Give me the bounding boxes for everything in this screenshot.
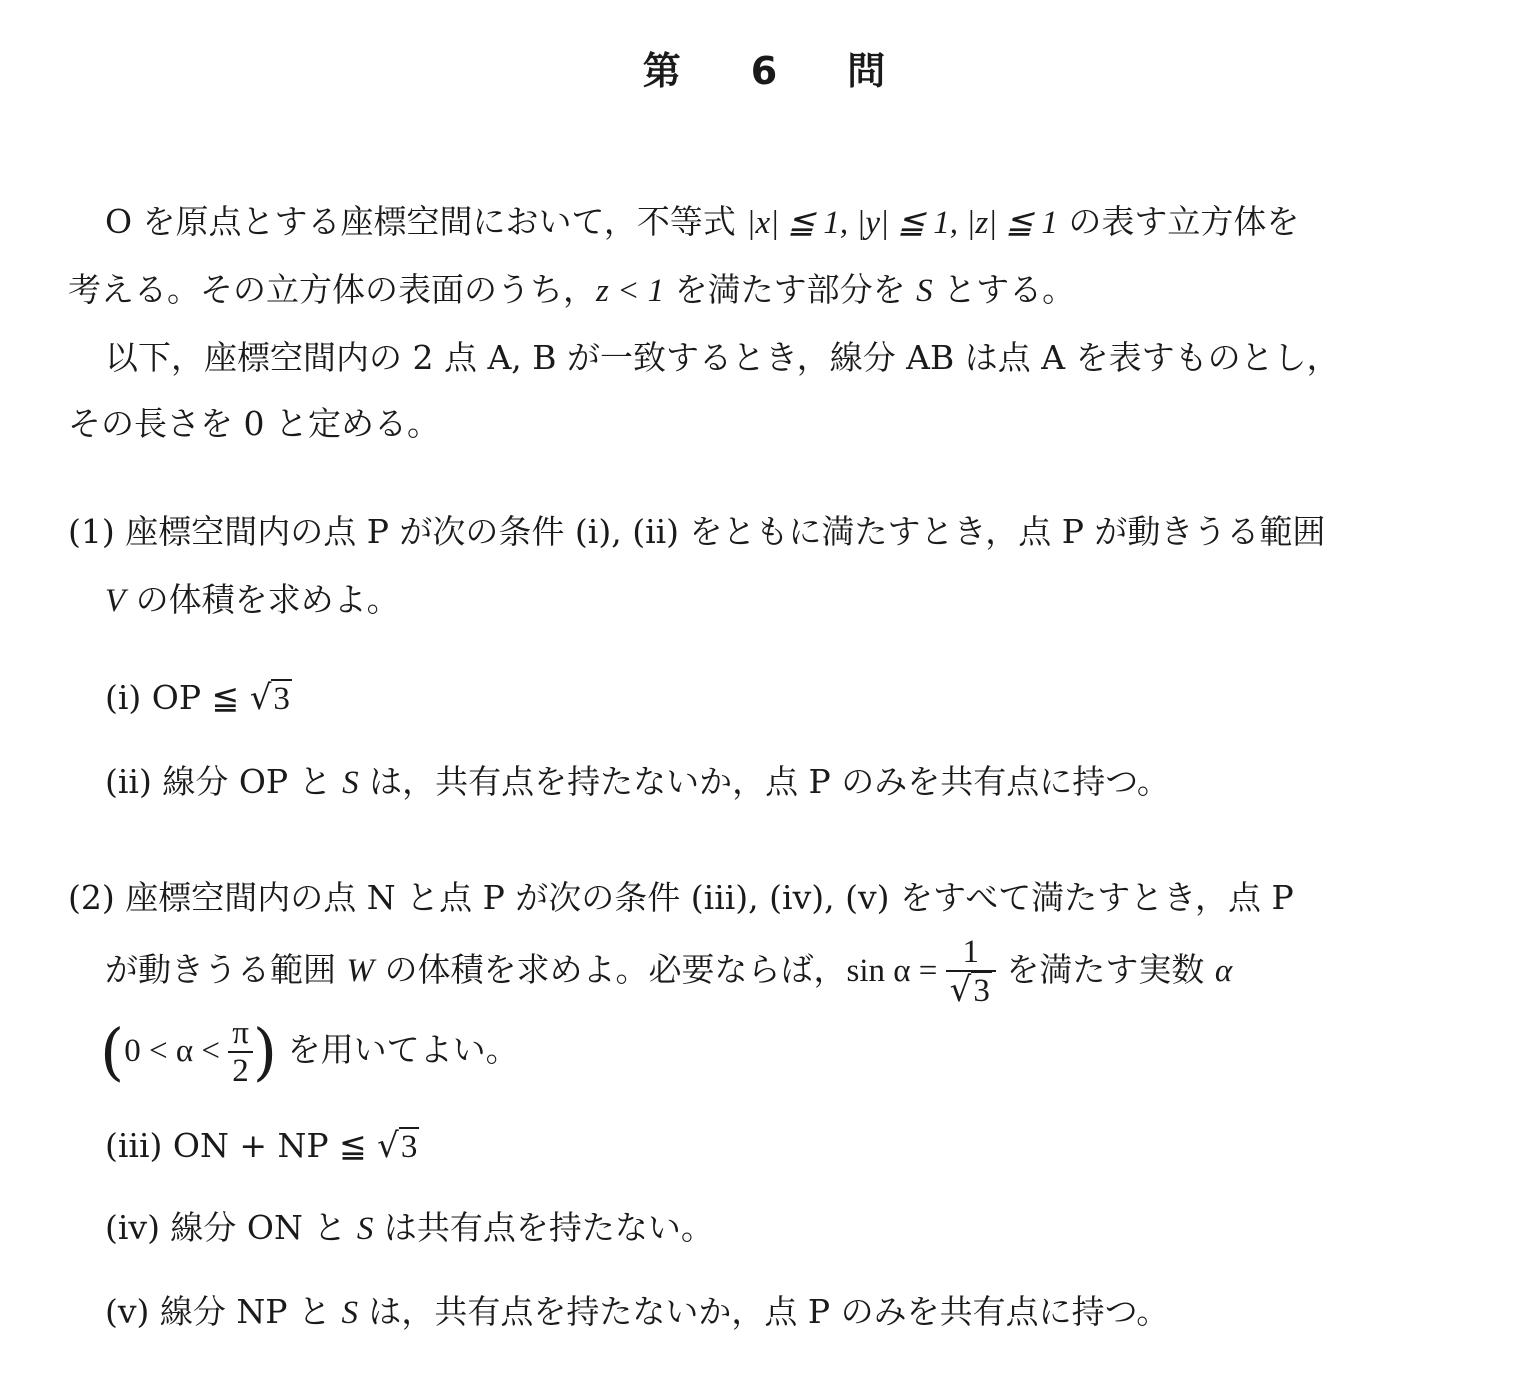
condition-text: (ii) 線分 OP と bbox=[105, 762, 343, 801]
title-char-1: 第 bbox=[642, 49, 683, 93]
q2-line-1: (2) 座標空間内の点 N と点 P が次の条件 (iii), (iv), (v) をすべて満たすとき，点 P bbox=[68, 878, 1294, 917]
title-char-3: 問 bbox=[847, 49, 888, 93]
sin-expression: sin α = bbox=[846, 953, 946, 989]
q2-text: を満たす実数 bbox=[995, 950, 1215, 989]
condition-v bbox=[105, 1290, 1169, 1335]
intro-text: 考える。その立方体の表面のうち， bbox=[68, 270, 596, 309]
condition-text: (i) OP ≦ bbox=[105, 678, 250, 717]
left-paren: ( bbox=[100, 1015, 125, 1088]
q1-text: の体積を求めよ。 bbox=[125, 580, 400, 619]
math-var: S bbox=[356, 1211, 374, 1247]
fraction bbox=[946, 934, 996, 1010]
condition-iv bbox=[105, 1206, 714, 1251]
math-var: S bbox=[341, 1295, 358, 1331]
intro-text: の表す立方体を bbox=[1057, 202, 1300, 241]
intro-text: O を原点とする座標空間において，不等式 bbox=[105, 202, 747, 241]
q2-text: を用いてよい。 bbox=[277, 1030, 519, 1069]
sqrt-value: 3 bbox=[400, 1129, 418, 1165]
sqrt-value: 3 bbox=[273, 681, 290, 717]
math-var: α bbox=[1214, 953, 1233, 989]
intro-line-1 bbox=[105, 200, 1299, 245]
condition-iii bbox=[105, 1124, 419, 1169]
right-paren: ) bbox=[252, 1015, 278, 1088]
sqrt: √3 bbox=[377, 1126, 418, 1166]
sqrt-value: 3 bbox=[973, 973, 990, 1010]
intro-line-4: その長さを 0 と定める。 bbox=[68, 404, 440, 443]
intro-line-3: 以下，座標空間内の 2 点 A, B が一致するとき，線分 AB は点 A を表すものとし， bbox=[105, 338, 1340, 377]
page-title bbox=[0, 40, 1530, 95]
condition-text: (iii) ON + NP ≦ bbox=[105, 1126, 378, 1165]
fraction bbox=[228, 1015, 253, 1090]
sqrt: √3 bbox=[249, 678, 290, 718]
inequality: |x| ≦ 1, |y| ≦ 1, |z| ≦ 1 bbox=[746, 205, 1058, 241]
math-var: S bbox=[916, 273, 933, 309]
q2-text: の体積を求めよ。必要ならば， bbox=[374, 950, 847, 989]
q2-line-2 bbox=[105, 930, 1232, 1011]
math-var: W bbox=[346, 953, 374, 989]
math-var: S bbox=[342, 765, 359, 801]
intro-line-2 bbox=[68, 268, 1075, 313]
condition-text: (v) 線分 NP と bbox=[105, 1292, 342, 1331]
inequality: z < 1 bbox=[596, 273, 665, 309]
condition-ii bbox=[105, 760, 1170, 805]
fraction-denominator: 2 bbox=[228, 1051, 253, 1089]
fraction-numerator: 1 bbox=[962, 934, 979, 971]
q1-line-1: (1) 座標空間内の点 P が次の条件 (i), (ii) をともに満たすとき，点 P が動きうる範囲 bbox=[68, 512, 1326, 551]
condition-text: は，共有点を持たないか，点 P のみを共有点に持つ。 bbox=[358, 762, 1170, 801]
q2-line-3 bbox=[100, 1010, 519, 1091]
title-number: 6 bbox=[750, 49, 780, 93]
fraction-numerator: π bbox=[232, 1014, 249, 1051]
q2-text: が動きうる範囲 bbox=[105, 950, 347, 989]
condition-text: (iv) 線分 ON と bbox=[105, 1208, 357, 1247]
condition-text: は，共有点を持たないか，点 P のみを共有点に持つ。 bbox=[357, 1292, 1170, 1331]
sqrt: √3 bbox=[949, 970, 990, 1011]
q1-line-2 bbox=[105, 578, 400, 623]
math-var: V bbox=[105, 583, 126, 619]
intro-text: を満たす部分を bbox=[664, 270, 917, 309]
condition-i bbox=[105, 676, 292, 721]
condition-text: は共有点を持たない。 bbox=[373, 1208, 714, 1247]
intro-text: とする。 bbox=[932, 270, 1076, 309]
range-expression: 0 < α < bbox=[124, 1033, 229, 1069]
